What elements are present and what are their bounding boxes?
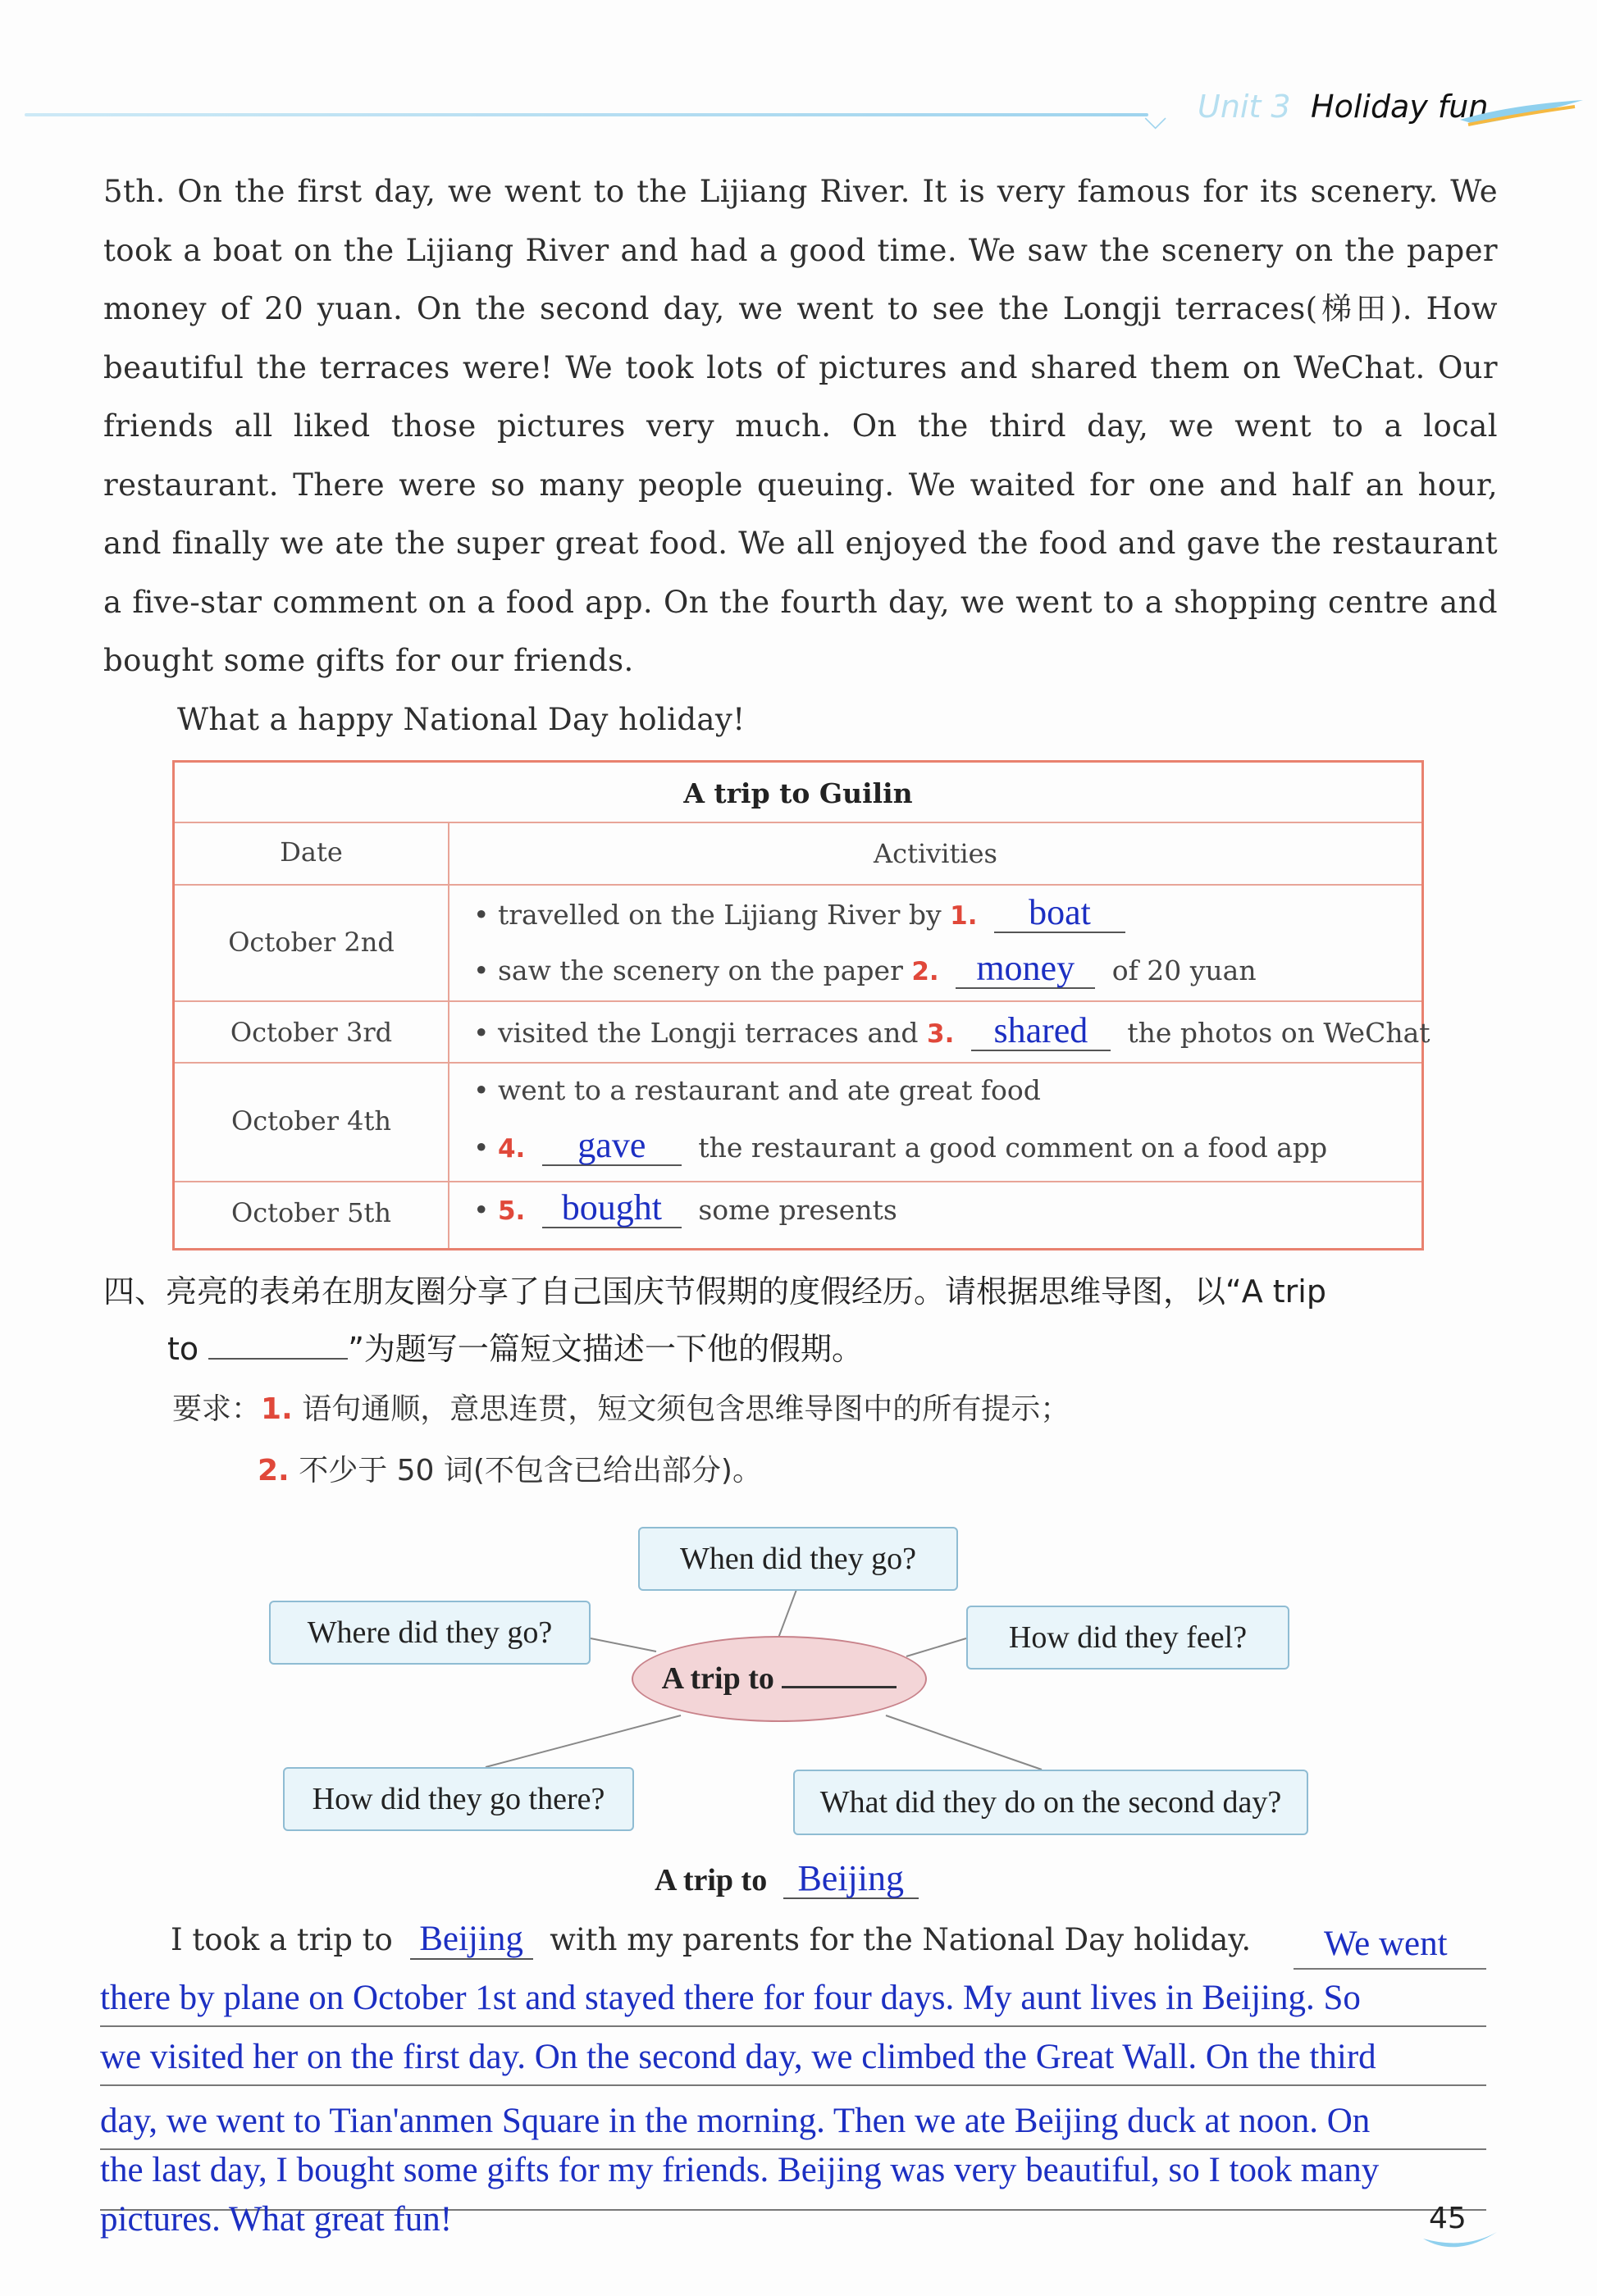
writing-line bbox=[100, 2025, 1486, 2027]
header-chevron-icon: ⌵ bbox=[1144, 102, 1167, 136]
mindmap-center bbox=[632, 1636, 927, 1722]
blank-number: 1. bbox=[950, 901, 978, 931]
blank-number: 4. bbox=[497, 1134, 526, 1164]
handwritten-line[interactable]: pictures. What great fun! bbox=[100, 2200, 453, 2239]
activity-line bbox=[473, 1012, 1430, 1051]
activity-line bbox=[473, 1189, 897, 1228]
table-divider bbox=[175, 1181, 1421, 1182]
unit-label: Unit 3 bbox=[1198, 89, 1291, 125]
answer-blank[interactable]: shared bbox=[971, 1012, 1111, 1051]
handwritten-line[interactable]: we visited her on the first day. On the second day, we climbed the Great Wall. On the third bbox=[100, 2038, 1376, 2076]
page-number: 45 bbox=[1429, 2202, 1467, 2235]
composition-title bbox=[655, 1860, 927, 1899]
question-text: to bbox=[167, 1331, 199, 1367]
mindmap-feel: How did they feel? bbox=[966, 1606, 1289, 1670]
handwritten-line[interactable]: the last day, I bought some gifts for my friends. Beijing was very beautiful, so I took many bbox=[100, 2151, 1380, 2189]
handwritten-line[interactable]: there by plane on October 1st and stayed there for four days. My aunt lives in Beijing. So bbox=[100, 1979, 1361, 2017]
question-text-line2 bbox=[103, 1320, 1506, 1378]
activity-text: • bbox=[473, 1132, 490, 1164]
requirement-number: 1. bbox=[261, 1392, 293, 1426]
header-date: Date bbox=[280, 836, 343, 868]
mindmap-center-blank bbox=[782, 1665, 897, 1688]
mindmap-second-day: What did they do on the second day? bbox=[793, 1770, 1308, 1835]
mindmap-when: When did they go? bbox=[638, 1527, 958, 1591]
trip-table bbox=[172, 760, 1430, 1250]
unit-title: Holiday fun bbox=[1311, 89, 1489, 125]
table-title: A trip to Guilin bbox=[683, 777, 913, 809]
row-date: October 2nd bbox=[228, 927, 395, 958]
activity-line bbox=[473, 950, 1257, 989]
header-rule bbox=[25, 113, 1148, 116]
composition-first-line bbox=[171, 1919, 1251, 1960]
question-text: 四、亮亮的表弟在朋友圈分享了自己国庆节假期的度假经历。请根据思维导图，以“A trip bbox=[103, 1273, 1326, 1310]
requirement-number: 2. bbox=[258, 1454, 290, 1487]
requirement-text: 语句通顺，意思连贯，短文须包含思维导图中的所有提示； bbox=[302, 1392, 1070, 1426]
blank-number: 2. bbox=[911, 957, 939, 986]
activity-text: the photos on WeChat bbox=[1127, 1017, 1430, 1049]
mindmap-where: Where did they go? bbox=[269, 1601, 591, 1665]
title-blank[interactable] bbox=[208, 1333, 348, 1360]
table-divider bbox=[175, 822, 1421, 823]
activity-line bbox=[473, 894, 1134, 933]
row-date: October 4th bbox=[231, 1105, 391, 1137]
requirement-1 bbox=[172, 1386, 1070, 1428]
table-column-divider bbox=[448, 823, 449, 1248]
answer-blank[interactable]: bought bbox=[542, 1189, 682, 1228]
requirement-text: 不少于 50 词(不包含已给出部分)。 bbox=[299, 1454, 762, 1487]
answer-blank[interactable]: gave bbox=[542, 1127, 682, 1166]
activity-text: • saw the scenery on the paper bbox=[473, 954, 903, 986]
mindmap-how: How did they go there? bbox=[283, 1767, 634, 1831]
activity-line bbox=[473, 1127, 1327, 1166]
table-divider bbox=[175, 884, 1421, 886]
mindmap-center-text: A trip to bbox=[661, 1661, 774, 1696]
row-date: October 3rd bbox=[230, 1017, 393, 1048]
writing-line bbox=[1294, 1968, 1486, 1970]
table-divider bbox=[175, 1000, 1421, 1002]
blank-number: 5. bbox=[497, 1196, 526, 1226]
passage-paragraph: 5th. On the first day, we went to the Lijiang River. It is very famous for its scenery. We took a boat on the Lijiang River and had a good time. We saw the scenery on the paper money of 20 yuan. On the second day, we went to see the Longji terraces(梯田). How beautiful the terraces were! We took lots of pictures and shared them on WeChat. Our friends all liked those pictures very much. On the third day, we went to a local restaurant. There were so many people queuing. We waited for one and half an hour, and finally we ate the super great food. We all enjoyed the food and gave the restaurant a five-star comment on a food app. On the fourth day, we went to a shopping centre and bought some gifts for our friends. bbox=[103, 174, 1498, 678]
activity-line bbox=[473, 1074, 1041, 1106]
handwritten-text[interactable]: We went bbox=[1324, 1925, 1448, 1963]
composition-title-text: A trip to bbox=[655, 1863, 768, 1897]
composition-printed-text: I took a trip to bbox=[171, 1922, 393, 1957]
passage-closing: What a happy National Day holiday! bbox=[177, 701, 746, 737]
answer-blank[interactable]: boat bbox=[994, 894, 1125, 933]
activity-text: • visited the Longji terraces and bbox=[473, 1017, 919, 1049]
activity-text: some presents bbox=[698, 1194, 897, 1226]
header-activities: Activities bbox=[874, 838, 997, 869]
activity-text: of 20 yuan bbox=[1111, 954, 1257, 986]
activity-text: • went to a restaurant and ate great food bbox=[473, 1074, 1041, 1106]
answer-blank[interactable]: money bbox=[956, 950, 1095, 989]
reading-passage bbox=[103, 162, 1498, 749]
writing-line bbox=[100, 2084, 1486, 2086]
section4-question bbox=[103, 1263, 1506, 1378]
requirement-2 bbox=[258, 1447, 762, 1489]
activity-text: the restaurant a good comment on a food app bbox=[698, 1132, 1328, 1164]
activity-text: • travelled on the Lijiang River by bbox=[473, 899, 942, 931]
composition-title-answer[interactable]: Beijing bbox=[783, 1860, 919, 1899]
question-text: ”为题写一篇短文描述一下他的假期。 bbox=[348, 1331, 863, 1367]
composition-answer-blank[interactable]: Beijing bbox=[410, 1920, 533, 1960]
table-divider bbox=[175, 1062, 1421, 1064]
header-wave-icon bbox=[1460, 97, 1583, 130]
requirement-label: 要求： bbox=[172, 1392, 262, 1426]
blank-number: 3. bbox=[927, 1019, 955, 1049]
page-swoosh-icon bbox=[1423, 2230, 1497, 2255]
composition-printed-text: with my parents for the National Day holiday. bbox=[550, 1922, 1252, 1957]
row-date: October 5th bbox=[231, 1197, 391, 1228]
handwritten-line[interactable]: day, we went to Tian'anmen Square in the morning. Then we ate Beijing duck at noon. On bbox=[100, 2102, 1371, 2140]
activity-text: • bbox=[473, 1194, 490, 1226]
